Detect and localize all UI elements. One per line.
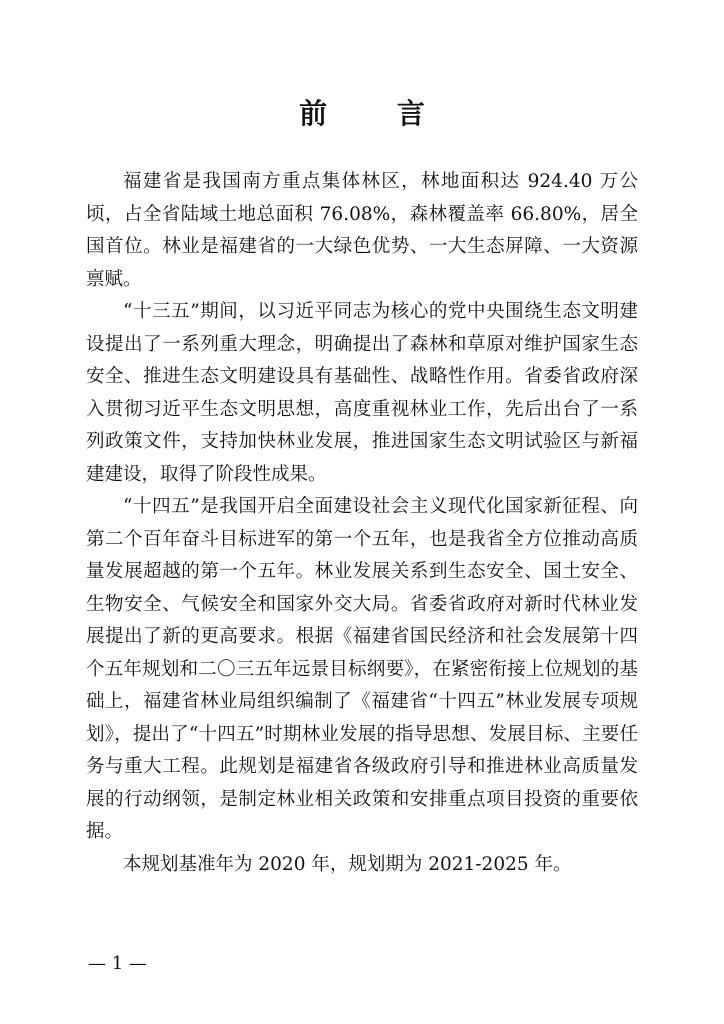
- document-title: 前 言: [299, 97, 455, 130]
- paragraph-4: 本规划基准年为 2020 年，规划期为 2021-2025 年。: [123, 853, 572, 875]
- document-body: [86, 166, 638, 881]
- page-number: — 1 —: [88, 953, 147, 974]
- paragraph-1: 福建省是我国南方重点集体林区，林地面积达 924.40 万公顷，占全省陆域土地总面积 76.08%，森林覆盖率 66.80%，居全国首位。林业是福建省的一大绿色优势、一大生态屏障、一大资源禀赋。: [86, 171, 638, 290]
- paragraph-2: “十三五”期间，以习近平同志为核心的党中央围绕生态文明建设提出了一系列重大理念，明确提出了森林和草原对维护国家生态安全、推进生态文明建设具有基础性、战略性作用。省委省政府深入贯彻习近平生态文明思想，高度重视林业工作，先后出台了一系列政策文件，支持加快林业发展，推进国家生态文明试验区与新福建建设，取得了阶段性成果。: [86, 301, 638, 485]
- paragraph-3: “十四五”是我国开启全面建设社会主义现代化国家新征程、向第二个百年奋斗目标进军的第一个五年，也是我省全方位推动高质量发展超越的第一个五年。林业发展关系到生态安全、国土安全、生物安全、气候安全和国家外交大局。省委省政府对新时代林业发展提出了新的更高要求。根据《福建省国民经济和社会发展第十四个五年规划和二〇三五年远景目标纲要》，在紧密衔接上位规划的基础上，福建省林业局组织编制了《福建省“十四五”林业发展专项规划》，提出了“十四五”时期林业发展的指导思想、发展目标、主要任务与重大工程。此规划是福建省各级政府引导和推进林业高质量发展的行动纲领，是制定林业相关政策和安排重点项目投资的重要依据。: [86, 496, 638, 842]
